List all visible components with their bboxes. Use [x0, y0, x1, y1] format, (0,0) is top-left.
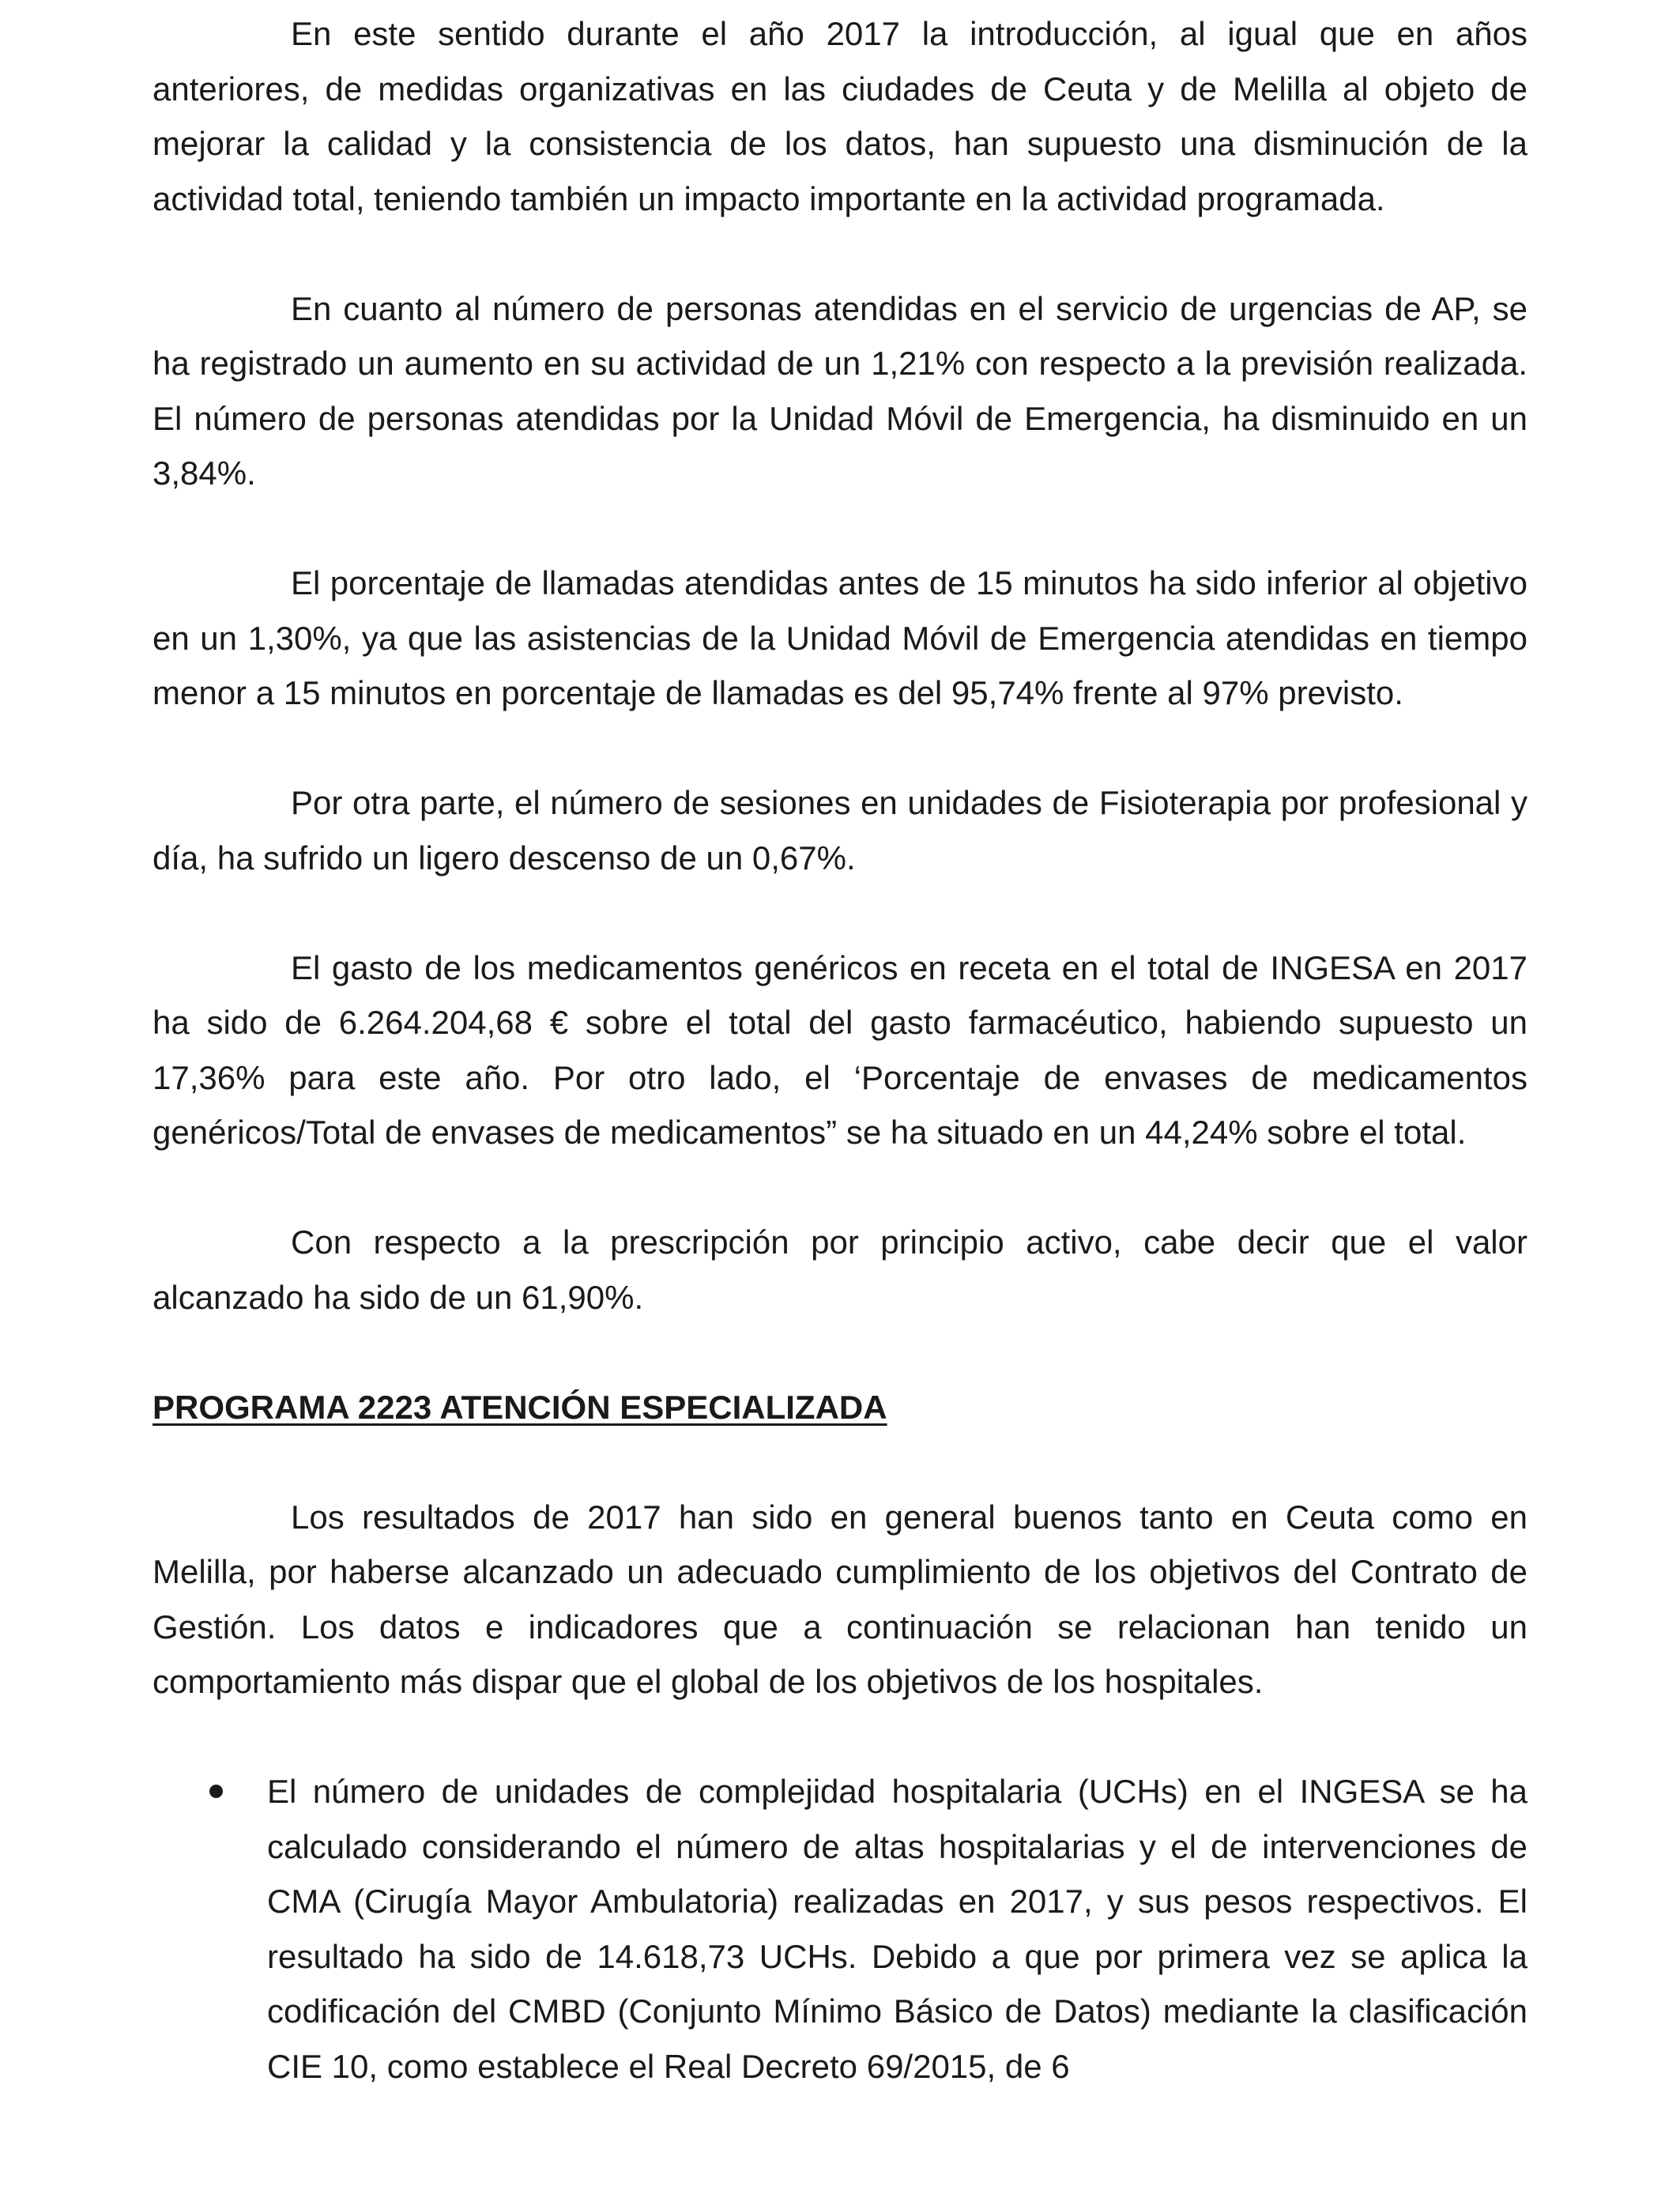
bullet-icon [209, 1785, 223, 1798]
paragraph-fisioterapia: Por otra parte, el número de sesiones en unidades de Fisioterapia por profesional y día, ha sufrido un ligero descenso de un 0,67%. [153, 784, 1527, 876]
section-intro-paragraph: Los resultados de 2017 han sido en general buenos tanto en Ceuta como en Melilla, por haberse alcanzado un adecuado cumplimiento de los objetivos del Contrato de Gestión. Los datos e indicadores que a continuación se relacionan han tenido un comportamiento más dispar que el global de los objetivos de los hospitales. [153, 1498, 1527, 1700]
paragraph-medicamentos-genericos: El gasto de los medicamentos genéricos en receta en el total de INGESA en 2017 ha sido de 6.264.204,68 € sobre el total del gasto farmacéutico, habiendo supuesto un 17,36% para este año. Por otro lado, el ‘Porcentaje de envases de medicamentos genéricos/Total de envases de medicamentos” se ha situado en un 44,24% sobre el total. [153, 948, 1527, 1151]
list-item-text: El número de unidades de complejidad hospitalaria (UCHs) en el INGESA se ha calculado considerando el número de altas hospitalarias y el de intervenciones de CMA (Cirugía Mayor Ambulatoria) realizadas en 2017, y sus pesos respectivos. El resultado ha sido de 14.618,73 UCHs. Debido a que por primera vez se aplica la codificación del CMBD (Conjunto Mínimo Básico de Datos) mediante la clasificación CIE 10, como establece el Real Decreto 69/2015, de 6 [267, 1773, 1527, 2085]
paragraph-llamadas-15-minutos: El porcentaje de llamadas atendidas antes de 15 minutos ha sido inferior al objetivo en un 1,30%, ya que las asistencias de la Unidad Móvil de Emergencia atendidas en tiempo menor a 15 minutos en porcentaje de llamadas es del 95,74% frente al 97% previsto. [153, 564, 1527, 711]
paragraph-urgencias-ap: En cuanto al número de personas atendidas en el servicio de urgencias de AP, se ha registrado un aumento en su actividad de un 1,21% con respecto a la previsión realizada. El número de personas atendidas por la Unidad Móvil de Emergencia, ha disminuido en un 3,84%. [153, 289, 1527, 492]
document-body [153, 6, 1527, 2094]
section-heading: PROGRAMA 2223 ATENCIÓN ESPECIALIZADA [153, 1388, 887, 1426]
list-item [153, 1764, 1527, 2094]
paragraph-principio-activo: Con respecto a la prescripción por principio activo, cabe decir que el valor alcanzado ha sido de un 61,90%. [153, 1223, 1527, 1316]
paragraph-organizational-measures: En este sentido durante el año 2017 la introducción, al igual que en años anteriores, de medidas organizativas en las ciudades de Ceuta y de Melilla al objeto de mejorar la calidad y la consistencia de los datos, han supuesto una disminución de la actividad total, teniendo también un impacto importante en la actividad programada. [153, 15, 1527, 217]
bullet-list [153, 1764, 1527, 2094]
